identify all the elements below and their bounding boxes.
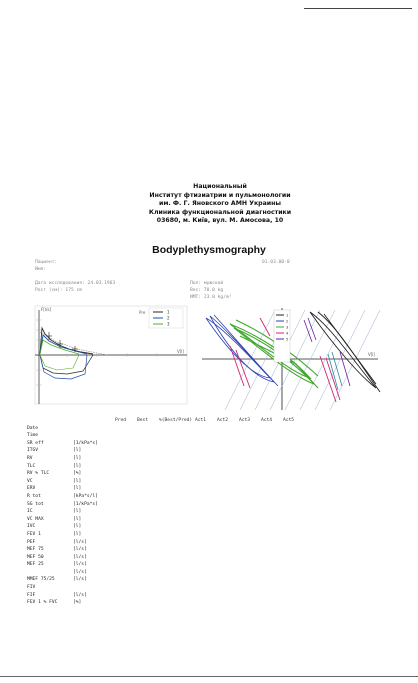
table-row xyxy=(27,532,357,540)
exam-date: Дата исследования: 24.03.1963 xyxy=(35,281,116,286)
row-unit: [l/s] xyxy=(73,577,87,583)
patient-label: Пациент: xyxy=(35,260,58,265)
row-label: MEF 50 xyxy=(27,554,44,560)
row-unit: [1/kPa*s] xyxy=(73,440,98,446)
flow-volume-chart xyxy=(27,302,195,410)
row-unit: [l] xyxy=(73,463,82,469)
loop-3-inspiration xyxy=(40,355,79,370)
row-unit: [l/s] xyxy=(73,554,87,560)
row-label: FIV xyxy=(27,585,36,591)
row-label: FIF xyxy=(27,592,36,598)
row-unit: [l] xyxy=(73,509,82,515)
legend-label-2: 2 xyxy=(167,315,170,321)
table-header-cell: Act3 xyxy=(239,418,251,423)
row-label: ITGV xyxy=(27,448,39,454)
table-header-cell: Pred xyxy=(115,418,127,423)
table-row xyxy=(27,426,357,434)
row-label: MMEF 75/25 xyxy=(27,577,55,583)
table-row xyxy=(27,577,357,585)
bottom-rule xyxy=(0,676,418,677)
table-row xyxy=(27,547,357,555)
legend-label-1: 1 xyxy=(286,313,289,318)
row-label: FEV 1 % FVC xyxy=(27,600,58,606)
table-row xyxy=(27,486,357,494)
resistance-loop-svg xyxy=(200,306,390,412)
table-header-cell: Act5 xyxy=(283,418,295,423)
table-header xyxy=(27,418,357,426)
legend-label-3: 3 xyxy=(167,321,170,327)
row-unit: [l/s] xyxy=(73,569,87,575)
legend-label-2: 2 xyxy=(286,319,289,324)
table-row xyxy=(27,456,357,464)
row-label: MEF 25 xyxy=(27,562,44,568)
row-label: R tot xyxy=(27,493,41,499)
table-row xyxy=(27,502,357,510)
table-row xyxy=(27,585,357,593)
row-label: PEF xyxy=(27,539,36,545)
flow-volume-svg xyxy=(27,302,195,410)
table-row xyxy=(27,600,357,608)
legend-box xyxy=(274,310,290,362)
table-row xyxy=(27,524,357,532)
table-row xyxy=(27,509,357,517)
predicted-curve xyxy=(40,332,107,355)
institution-line-2: Институт фтизиатрии и пульмонологии xyxy=(149,191,291,199)
patient-id: 01.03.00-0 xyxy=(262,260,290,265)
table-header-cell: Act2 xyxy=(217,418,229,423)
y-axis-label: F[l/s] xyxy=(41,307,51,312)
weight: Вес: 70.0 kg xyxy=(190,288,224,293)
institution-line-4: Клиника функциональной диагностики xyxy=(148,208,292,216)
slope-guides xyxy=(225,310,380,410)
row-unit: [l/s] xyxy=(73,547,87,553)
legend-label-5: 5 xyxy=(286,337,289,342)
institution-line-1: Национальный xyxy=(193,183,247,190)
row-label: SR eff xyxy=(27,440,44,446)
row-label: TLC xyxy=(27,463,36,469)
institution-line-3: им. Ф. Г. Яновского АМН Украины xyxy=(158,200,281,207)
table-header-cell: Best xyxy=(137,418,149,423)
table-row xyxy=(27,433,357,441)
row-label: SG tot xyxy=(27,501,44,507)
row-unit: [kPa*s/l] xyxy=(73,493,98,499)
row-label: RV % TLC xyxy=(27,471,50,477)
row-unit: [l] xyxy=(73,478,82,484)
loop-2-inspiration xyxy=(40,355,87,379)
table-row xyxy=(27,540,357,548)
institution-line-5: 03680, м. Київ, вул. М. Амосова, 10 xyxy=(156,217,284,224)
sex: Пол: мужской xyxy=(190,281,224,286)
row-unit: [l] xyxy=(73,448,82,454)
x-axis-label: V[l] xyxy=(368,352,375,357)
row-unit: [1/kPa*s] xyxy=(73,501,98,507)
row-unit: [l/s] xyxy=(73,592,87,598)
row-label: VC xyxy=(27,478,33,484)
loop-3-expiration xyxy=(40,340,79,354)
table-header-cell: Act1 xyxy=(195,418,207,423)
row-unit: [l/s] xyxy=(73,562,87,568)
table-row xyxy=(27,471,357,479)
row-unit: [%] xyxy=(73,600,82,606)
row-label: VC MAX xyxy=(27,516,44,522)
legend-label-3: 3 xyxy=(286,325,289,330)
x-axis-label: V[l] xyxy=(177,349,184,354)
row-unit: [l] xyxy=(73,531,82,537)
table-header-cell: Act4 xyxy=(261,418,273,423)
row-label: Date xyxy=(27,425,39,431)
row-label: ERV xyxy=(27,486,36,492)
legend-label-1: 1 xyxy=(167,309,170,315)
top-rule xyxy=(304,8,412,9)
row-unit: [l] xyxy=(73,486,82,492)
name-label: Имя: xyxy=(35,267,47,272)
loop-2-expiration xyxy=(40,335,87,354)
row-label: Time xyxy=(27,433,39,439)
row-label: IC xyxy=(27,509,33,515)
row-label: FEV 1 xyxy=(27,531,41,537)
results-table xyxy=(27,418,357,608)
table-row xyxy=(27,562,357,570)
row-unit: [l] xyxy=(73,516,82,522)
row-unit: [l] xyxy=(73,455,82,461)
row-unit: [l/s] xyxy=(73,539,87,545)
table-row xyxy=(27,448,357,456)
legend-title: Pre xyxy=(139,310,146,315)
report-title: Bodyplethysmography xyxy=(152,244,266,256)
row-unit: [l] xyxy=(73,524,82,530)
resistance-loop-chart xyxy=(200,306,390,412)
row-label: IVC xyxy=(27,524,36,530)
row-unit: [%] xyxy=(73,471,82,477)
height: Рост (см): 175 cm xyxy=(35,288,83,293)
row-label: MEF 75 xyxy=(27,547,44,553)
bmi: ИМТ: 23.0 kg/m² xyxy=(190,295,232,300)
legend-label-4: 4 xyxy=(286,331,289,336)
table-header-cell: %(Best/Pred) xyxy=(159,418,193,423)
table-row xyxy=(27,494,357,502)
row-label: RV xyxy=(27,455,33,461)
